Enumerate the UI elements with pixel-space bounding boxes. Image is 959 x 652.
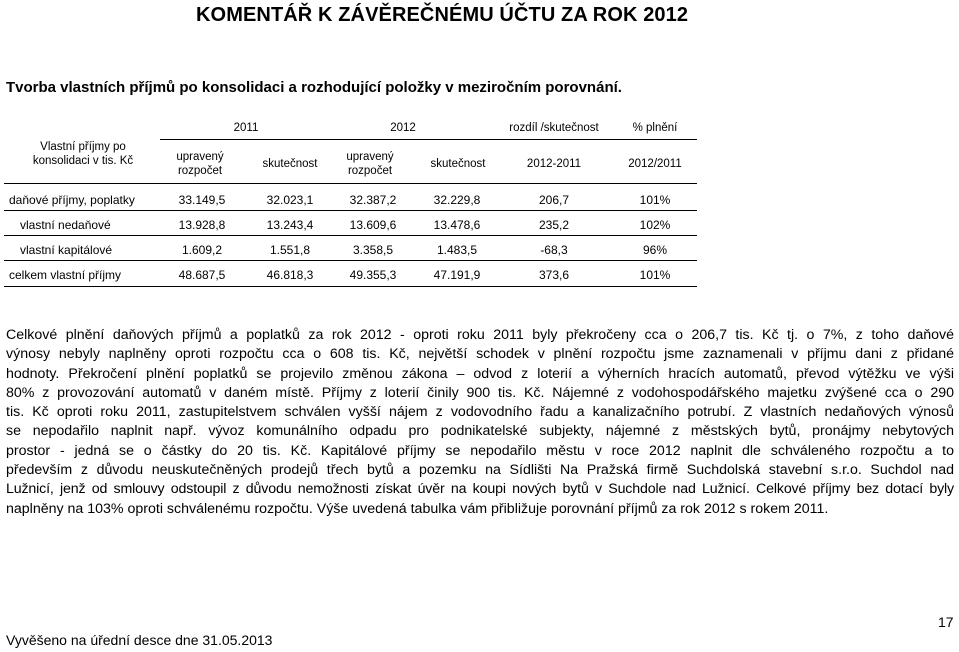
value-cell: 1.483,5 <box>436 243 478 257</box>
value-cell: 48.687,5 <box>178 268 226 282</box>
paragraph-line: hodnoty. Překročení plnění poplatků se projevilo změnou zákona – odvod z loterií a výherních hracích automatů, převod výtěžku ve výši <box>6 365 954 382</box>
commentary-paragraph <box>6 326 954 519</box>
value-cell: 13.478,6 <box>433 218 481 232</box>
pct-cell: 101% <box>639 268 671 282</box>
col-upraveny-2011 <box>165 150 235 178</box>
col-upraveny-2012 <box>335 150 405 178</box>
value-cell: 47.191,9 <box>433 268 481 282</box>
col-skutecnost-2011: skutečnost <box>262 158 318 170</box>
pct-cell: 96% <box>642 243 668 257</box>
posted-date: Vyvěšeno na úřední desce dne 31.05.2013 <box>6 632 273 648</box>
document-title: KOMENTÁŘ K ZÁVĚREČNÉMU ÚČTU ZA ROK 2012 <box>196 4 689 26</box>
col-diff-period: 2012-2011 <box>526 158 582 170</box>
header-bottom-rule <box>4 183 697 184</box>
pct-cell: 102% <box>639 218 671 232</box>
paragraph-line: Celkové plnění daňových příjmů a poplatků za rok 2012 - oproti roku 2011 byly překročeny cca o 206,7 tis. Kč tj. o 7%, z toho daňové <box>6 327 954 343</box>
paragraph-line: naplněny na 103% oproti schválenému rozpočtu. Výše uvedená tabulka vám přibližuje porovnání příjmů za rok 2012 s rokem 2011. <box>6 500 829 517</box>
paragraph-line: prostor - jedná se o částky do 20 tis. Kč. Kapitálové příjmy se nepodařilo městu v roce 2012 naplnit dle schváleného rozpočtu a to <box>6 442 954 459</box>
row-label: vlastní nedaňové <box>20 218 111 232</box>
row-rule <box>4 235 697 236</box>
document-subtitle: Tvorba vlastních příjmů po konsolidaci a rozhodující položky v meziročním porovnání. <box>6 79 622 96</box>
row-header-line: Vlastní příjmy po <box>40 141 126 153</box>
paragraph-line: 80% z provozování automatů v daném místě. Příjmy z loterií činily 900 tis. Kč. Nájemné z vodohospodářského majetku zvýšené cca o 290 <box>6 384 954 401</box>
pct-cell: 101% <box>639 193 671 207</box>
row-label: vlastní kapitálové <box>20 243 113 257</box>
col-skutecnost-2012: skutečnost <box>430 158 486 170</box>
col-pct-period: 2012/2011 <box>628 158 682 170</box>
value-cell: 1.551,8 <box>269 243 311 257</box>
row-header <box>18 140 148 168</box>
header-divider <box>160 139 697 140</box>
row-label: celkem vlastní příjmy <box>9 268 122 282</box>
diff-cell: 373,6 <box>538 268 570 282</box>
row-label: daňové příjmy, poplatky <box>9 193 135 207</box>
value-cell: 13.928,8 <box>178 218 226 232</box>
row-rule <box>4 286 697 287</box>
value-cell: 32.023,1 <box>266 193 314 207</box>
diff-cell: 206,7 <box>538 193 570 207</box>
col-label-line: upravený <box>346 151 394 163</box>
col-label-line: rozpočet <box>177 165 223 177</box>
value-cell: 46.818,3 <box>266 268 314 282</box>
col-label-line: rozpočet <box>347 165 393 177</box>
value-cell: 32.229,8 <box>433 193 481 207</box>
paragraph-line: výnosy nebyly naplněny oproti rozpočtu cca o 608 tis. Kč, největší schodek v plnění rozpočtu jsme zaznamenali v příjmu dani z přidané <box>6 346 954 363</box>
paragraph-line: Lužnicí, jenž od smlouvy odstoupil z důvodu nemožnosti získat úvěr na koupi nových bytů v Suchdole nad Lužnicí. Celkové příjmy bez dotací byly <box>6 481 954 498</box>
year-2012-header: 2012 <box>390 122 416 134</box>
value-cell: 13.243,4 <box>266 218 314 232</box>
row-rule <box>4 210 697 211</box>
col-label-line: upravený <box>176 151 224 163</box>
value-cell: 1.609,2 <box>181 243 223 257</box>
paragraph-line: tis. Kč oproti roku 2011, zastupitelstvem schválen vyšší nájem z vodovodního řadu a kanalizačního potrubí. Z vlastních nedaňových výnosů <box>6 404 954 421</box>
pct-header: % plnění <box>632 122 678 134</box>
value-cell: 32.387,2 <box>349 193 397 207</box>
diff-cell: -68,3 <box>540 243 568 257</box>
paragraph-line: především z důvodu neuskutečněných prodejů třech bytů a pozemku na Sídlišti Na Pražská firmě Suchdolská stavební s.r.o. Suchdol nad <box>6 462 954 479</box>
value-cell: 13.609,6 <box>349 218 397 232</box>
diff-cell: 235,2 <box>538 218 570 232</box>
diff-header: rozdíl /skutečnost <box>509 122 599 134</box>
value-cell: 49.355,3 <box>349 268 397 282</box>
value-cell: 3.358,5 <box>352 243 394 257</box>
value-cell: 33.149,5 <box>178 193 226 207</box>
year-2011-header: 2011 <box>233 122 259 134</box>
paragraph-line: se nepodařilo naplnit např. vývoz komunálního odpadu pro podnikatelské subjekty, nájemné z městských bytů, pronájmy nebytových <box>6 423 954 440</box>
row-rule <box>4 260 697 261</box>
row-header-line: konsolidaci v tis. Kč <box>32 155 134 167</box>
page-number: 17 <box>938 614 954 630</box>
